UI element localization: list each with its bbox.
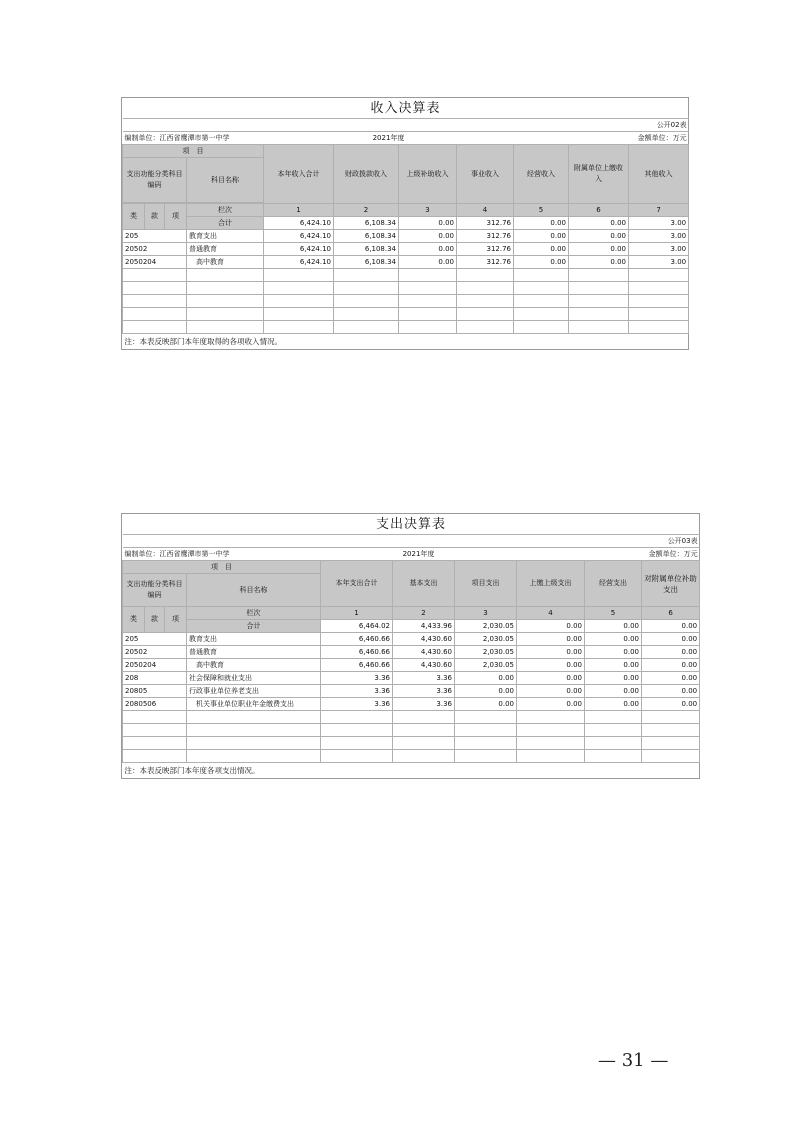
table-row xyxy=(123,659,700,672)
row-value: 0.00 xyxy=(585,672,642,685)
row-code: 205 xyxy=(123,230,187,243)
expense-total-cell: 0.00 xyxy=(585,620,642,633)
empty-row xyxy=(123,295,689,308)
table-row xyxy=(123,698,700,711)
page-number: — 31 — xyxy=(598,1050,669,1071)
row-value: 3.36 xyxy=(393,685,455,698)
income-col-number: 2 xyxy=(334,204,399,217)
row-name: 普通教育 xyxy=(187,646,321,659)
empty-row xyxy=(123,737,700,750)
row-value: 2,030.05 xyxy=(455,659,517,672)
row-name: 普通教育 xyxy=(187,243,264,256)
income-header-lei: 类 xyxy=(123,204,145,230)
row-value: 0.00 xyxy=(642,646,700,659)
income-col-header-2: 上级补助收入 xyxy=(399,145,457,204)
table-row xyxy=(123,230,689,243)
row-code: 205 xyxy=(123,633,187,646)
expense-col-header-1: 基本支出 xyxy=(393,561,455,607)
expense-total-label: 合计 xyxy=(187,620,321,633)
row-value: 2,030.05 xyxy=(455,633,517,646)
income-unit-label: 编制单位：江西省鹰潭市第一中学 xyxy=(123,132,264,145)
row-code: 2050204 xyxy=(123,659,187,672)
income-total-cell: 0.00 xyxy=(399,217,457,230)
income-total-cell: 0.00 xyxy=(569,217,629,230)
table-row xyxy=(123,256,689,269)
row-value: 0.00 xyxy=(517,646,585,659)
income-header-xiang: 项 xyxy=(165,204,187,230)
row-value: 0.00 xyxy=(569,256,629,269)
income-col-number: 5 xyxy=(514,204,569,217)
expense-col-header-3: 上缴上级支出 xyxy=(517,561,585,607)
income-total-cell: 0.00 xyxy=(514,217,569,230)
income-header-code: 支出功能分类科目编码 xyxy=(123,158,187,203)
row-value: 0.00 xyxy=(585,698,642,711)
income-header-lanci: 栏次 xyxy=(187,204,264,217)
expense-header-name: 科目名称 xyxy=(187,574,321,607)
expense-col-number: 2 xyxy=(393,607,455,620)
expense-col-number: 6 xyxy=(642,607,700,620)
expense-total-cell: 0.00 xyxy=(517,620,585,633)
row-name: 高中教育 xyxy=(187,256,264,269)
row-value: 6,460.66 xyxy=(321,646,393,659)
income-statement-table xyxy=(121,97,689,350)
row-name: 行政事业单位养老支出 xyxy=(187,685,321,698)
income-col-header-6: 其他收入 xyxy=(629,145,689,204)
income-amount-unit: 金额单位：万元 xyxy=(514,132,689,145)
expense-header-code: 支出功能分类科目编码 xyxy=(123,574,187,607)
table-row xyxy=(123,646,700,659)
income-total-cell: 3.00 xyxy=(629,217,689,230)
income-col-number: 7 xyxy=(629,204,689,217)
income-header-kuan: 款 xyxy=(145,204,165,230)
expense-unit-label: 编制单位：江西省鹰潭市第一中学 xyxy=(123,548,321,561)
row-code: 208 xyxy=(123,672,187,685)
expense-col-number: 1 xyxy=(321,607,393,620)
row-code: 20502 xyxy=(123,243,187,256)
row-value: 0.00 xyxy=(517,685,585,698)
income-col-header-0: 本年收入合计 xyxy=(264,145,334,204)
row-name: 教育支出 xyxy=(187,230,264,243)
income-form-code: 公开02表 xyxy=(656,120,687,129)
empty-row xyxy=(123,308,689,321)
expense-total-row xyxy=(123,620,700,633)
row-value: 312.76 xyxy=(457,256,514,269)
expense-col-header-2: 项目支出 xyxy=(455,561,517,607)
row-value: 3.36 xyxy=(393,698,455,711)
row-value: 6,424.10 xyxy=(264,243,334,256)
row-value: 3.00 xyxy=(629,243,689,256)
row-value: 0.00 xyxy=(399,230,457,243)
row-value: 0.00 xyxy=(569,243,629,256)
row-value: 0.00 xyxy=(642,633,700,646)
table-row xyxy=(123,243,689,256)
income-col-number: 4 xyxy=(457,204,514,217)
row-value: 0.00 xyxy=(517,633,585,646)
row-value: 0.00 xyxy=(642,685,700,698)
expense-header-kuan: 款 xyxy=(145,607,165,633)
income-col-number: 3 xyxy=(399,204,457,217)
expense-note: 注：本表反映部门本年度各项支出情况。 xyxy=(123,763,700,779)
row-name: 教育支出 xyxy=(187,633,321,646)
expense-year: 2021年度 xyxy=(321,548,517,561)
row-value: 0.00 xyxy=(569,230,629,243)
row-value: 0.00 xyxy=(642,672,700,685)
row-value: 0.00 xyxy=(399,243,457,256)
expense-header-xiang: 项 xyxy=(165,607,187,633)
income-col-header-1: 财政拨款收入 xyxy=(334,145,399,204)
row-code: 20502 xyxy=(123,646,187,659)
row-value: 0.00 xyxy=(585,659,642,672)
income-total-row xyxy=(123,217,689,230)
row-value: 0.00 xyxy=(455,698,517,711)
row-value: 3.00 xyxy=(629,256,689,269)
row-value: 0.00 xyxy=(642,659,700,672)
empty-row xyxy=(123,724,700,737)
expense-total-cell: 6,464.02 xyxy=(321,620,393,633)
expense-header-lanci: 栏次 xyxy=(187,607,321,620)
row-value: 0.00 xyxy=(514,256,569,269)
row-value: 6,108.34 xyxy=(334,243,399,256)
expense-form-code: 公开03表 xyxy=(667,536,698,545)
row-value: 0.00 xyxy=(399,256,457,269)
row-value: 6,460.66 xyxy=(321,633,393,646)
empty-row xyxy=(123,321,689,334)
table-row xyxy=(123,685,700,698)
table-row xyxy=(123,672,700,685)
row-value: 4,430.60 xyxy=(393,646,455,659)
row-name: 机关事业单位职业年金缴费支出 xyxy=(187,698,321,711)
expense-header-project: 项 目 xyxy=(123,561,321,574)
row-value: 0.00 xyxy=(514,230,569,243)
row-value: 4,430.60 xyxy=(393,659,455,672)
income-col-number: 6 xyxy=(569,204,629,217)
expense-col-number: 4 xyxy=(517,607,585,620)
row-code: 2080506 xyxy=(123,698,187,711)
income-col-header-5: 附属单位上缴收入 xyxy=(569,145,629,204)
expense-total-cell: 2,030.05 xyxy=(455,620,517,633)
expense-total-cell: 0.00 xyxy=(642,620,700,633)
row-value: 312.76 xyxy=(457,230,514,243)
row-value: 0.00 xyxy=(585,646,642,659)
row-value: 312.76 xyxy=(457,243,514,256)
row-value: 0.00 xyxy=(517,672,585,685)
row-value: 6,424.10 xyxy=(264,230,334,243)
expense-col-number: 3 xyxy=(455,607,517,620)
row-value: 3.36 xyxy=(393,672,455,685)
expense-statement-table xyxy=(121,513,700,779)
row-value: 0.00 xyxy=(585,633,642,646)
row-code: 2050204 xyxy=(123,256,187,269)
empty-row xyxy=(123,711,700,724)
row-value: 6,424.10 xyxy=(264,256,334,269)
row-value: 6,108.34 xyxy=(334,230,399,243)
row-value: 0.00 xyxy=(585,685,642,698)
expense-header-lei: 类 xyxy=(123,607,145,633)
income-header-project: 项 目 xyxy=(123,145,264,158)
row-value: 3.36 xyxy=(321,685,393,698)
row-value: 6,460.66 xyxy=(321,659,393,672)
expense-col-header-4: 经营支出 xyxy=(585,561,642,607)
row-value: 3.00 xyxy=(629,230,689,243)
row-value: 4,430.60 xyxy=(393,633,455,646)
expense-amount-unit: 金额单位：万元 xyxy=(517,548,700,561)
income-note: 注：本表反映部门本年度取得的各项收入情况。 xyxy=(123,334,689,350)
row-name: 社会保障和就业支出 xyxy=(187,672,321,685)
empty-row xyxy=(123,282,689,295)
row-value: 0.00 xyxy=(642,698,700,711)
row-value: 0.00 xyxy=(517,659,585,672)
empty-row xyxy=(123,750,700,763)
row-value: 6,108.34 xyxy=(334,256,399,269)
income-col-header-3: 事业收入 xyxy=(457,145,514,204)
income-total-cell: 312.76 xyxy=(457,217,514,230)
row-value: 3.36 xyxy=(321,672,393,685)
income-col-header-4: 经营收入 xyxy=(514,145,569,204)
income-col-number: 1 xyxy=(264,204,334,217)
empty-row xyxy=(123,269,689,282)
row-value: 3.36 xyxy=(321,698,393,711)
table-row xyxy=(123,633,700,646)
expense-col-header-5: 对附属单位补助支出 xyxy=(642,561,700,607)
row-name: 高中教育 xyxy=(187,659,321,672)
row-value: 2,030.05 xyxy=(455,646,517,659)
income-total-cell: 6,424.10 xyxy=(264,217,334,230)
expense-total-cell: 4,433.96 xyxy=(393,620,455,633)
income-total-cell: 6,108.34 xyxy=(334,217,399,230)
row-code: 20805 xyxy=(123,685,187,698)
income-total-label: 合计 xyxy=(187,217,264,230)
row-value: 0.00 xyxy=(514,243,569,256)
expense-title: 支出决算表 xyxy=(123,514,700,535)
row-value: 0.00 xyxy=(455,685,517,698)
income-year: 2021年度 xyxy=(264,132,514,145)
row-value: 0.00 xyxy=(455,672,517,685)
income-title: 收入决算表 xyxy=(123,98,689,119)
expense-col-header-0: 本年支出合计 xyxy=(321,561,393,607)
expense-col-number: 5 xyxy=(585,607,642,620)
row-value: 0.00 xyxy=(517,698,585,711)
income-header-name: 科目名称 xyxy=(187,158,264,203)
